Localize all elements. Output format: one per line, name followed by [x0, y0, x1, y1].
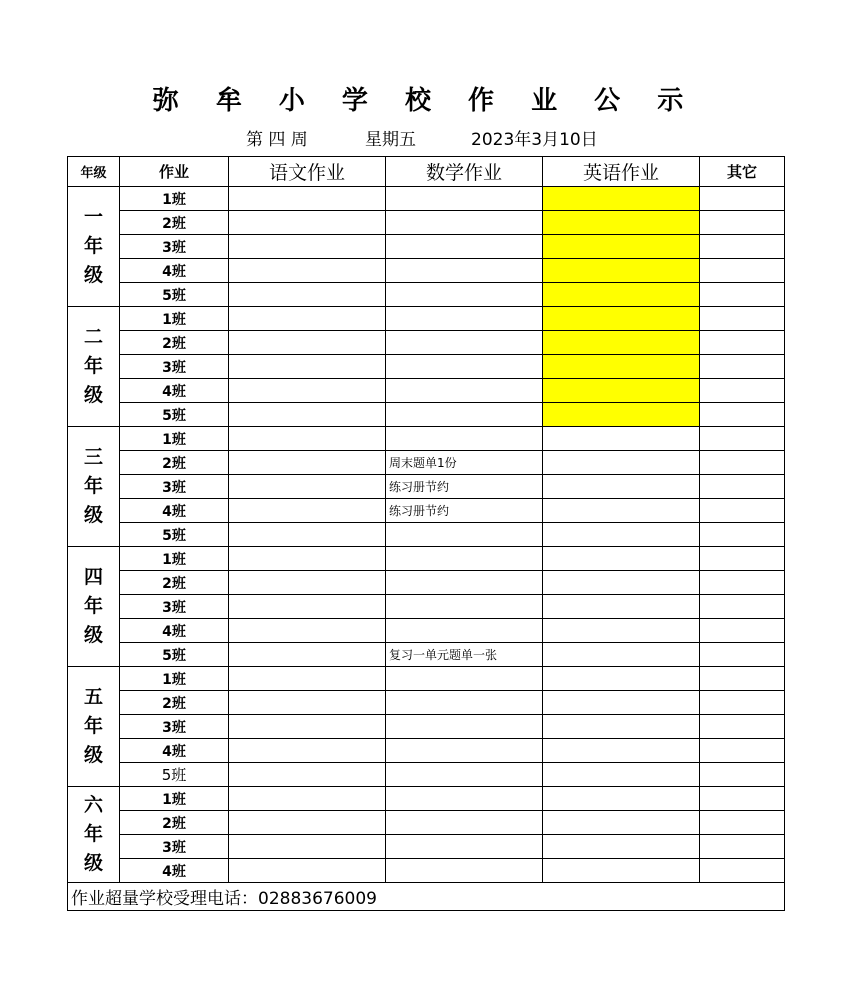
class-label: 5班 — [120, 523, 229, 547]
english-cell — [543, 499, 700, 523]
table-row — [68, 427, 785, 451]
math-cell — [386, 355, 543, 379]
chinese-cell — [229, 355, 386, 379]
table-row — [68, 715, 785, 739]
math-cell — [386, 403, 543, 427]
math-cell — [386, 187, 543, 211]
other-cell — [700, 859, 785, 883]
table-row — [68, 811, 785, 835]
homework-table — [67, 156, 785, 911]
grade-char: 级 — [83, 624, 103, 646]
grade-char: 五 — [83, 686, 103, 708]
math-cell — [386, 331, 543, 355]
math-cell: 练习册节约 — [386, 475, 543, 499]
other-cell — [700, 739, 785, 763]
english-cell — [543, 811, 700, 835]
date-label: 2023年3月10日 — [471, 130, 598, 150]
class-label: 2班 — [120, 691, 229, 715]
week-label: 第 四 周 — [246, 130, 308, 150]
math-cell: 练习册节约 — [386, 499, 543, 523]
class-label: 1班 — [120, 547, 229, 571]
complaint-hotline: 作业超量学校受理电话：02883676009 — [68, 883, 785, 911]
table-row — [68, 667, 785, 691]
table-row — [68, 283, 785, 307]
english-cell — [543, 379, 700, 403]
other-cell — [700, 595, 785, 619]
table-row — [68, 355, 785, 379]
english-cell — [543, 187, 700, 211]
table-row — [68, 499, 785, 523]
math-cell — [386, 763, 543, 787]
grade-char: 一 — [83, 206, 103, 228]
other-cell — [700, 427, 785, 451]
table-row — [68, 619, 785, 643]
grade-char: 六 — [83, 794, 103, 816]
math-cell — [386, 619, 543, 643]
math-cell — [386, 667, 543, 691]
table-row — [68, 331, 785, 355]
class-label: 2班 — [120, 451, 229, 475]
class-label: 3班 — [120, 595, 229, 619]
class-label: 1班 — [120, 667, 229, 691]
table-row — [68, 547, 785, 571]
other-cell — [700, 715, 785, 739]
other-cell — [700, 835, 785, 859]
english-cell — [543, 619, 700, 643]
english-cell — [543, 355, 700, 379]
math-cell — [386, 523, 543, 547]
class-label: 5班 — [120, 283, 229, 307]
table-row — [68, 835, 785, 859]
table-row — [68, 187, 785, 211]
math-cell — [386, 595, 543, 619]
english-cell — [543, 547, 700, 571]
footer-row — [68, 883, 785, 911]
english-cell — [543, 259, 700, 283]
class-label: 1班 — [120, 427, 229, 451]
chinese-cell — [229, 811, 386, 835]
grade-char: 年 — [83, 355, 103, 377]
class-label: 2班 — [120, 811, 229, 835]
math-cell — [386, 571, 543, 595]
grade-char: 四 — [83, 566, 103, 588]
math-cell — [386, 427, 543, 451]
table-row — [68, 763, 785, 787]
class-label: 2班 — [120, 571, 229, 595]
chinese-cell — [229, 235, 386, 259]
chinese-cell — [229, 787, 386, 811]
header-math: 数学作业 — [386, 157, 543, 187]
chinese-cell — [229, 691, 386, 715]
chinese-cell — [229, 403, 386, 427]
other-cell — [700, 331, 785, 355]
class-label: 4班 — [120, 739, 229, 763]
math-cell — [386, 283, 543, 307]
table-row — [68, 571, 785, 595]
table-row — [68, 739, 785, 763]
class-label: 3班 — [120, 835, 229, 859]
other-cell — [700, 499, 785, 523]
chinese-cell — [229, 499, 386, 523]
chinese-cell — [229, 619, 386, 643]
table-row — [68, 523, 785, 547]
table-row — [68, 259, 785, 283]
grade-char: 级 — [83, 744, 103, 766]
english-cell — [543, 859, 700, 883]
math-cell — [386, 835, 543, 859]
math-cell — [386, 379, 543, 403]
grade-label — [68, 787, 120, 883]
math-cell: 复习一单元题单一张 — [386, 643, 543, 667]
class-label: 3班 — [120, 235, 229, 259]
header-chinese: 语文作业 — [229, 157, 386, 187]
math-cell: 周末题单1份 — [386, 451, 543, 475]
chinese-cell — [229, 643, 386, 667]
class-label: 3班 — [120, 475, 229, 499]
english-cell — [543, 523, 700, 547]
chinese-cell — [229, 715, 386, 739]
grade-char: 年 — [83, 475, 103, 497]
class-label: 4班 — [120, 619, 229, 643]
chinese-cell — [229, 595, 386, 619]
class-label: 1班 — [120, 187, 229, 211]
other-cell — [700, 619, 785, 643]
math-cell — [386, 811, 543, 835]
other-cell — [700, 403, 785, 427]
chinese-cell — [229, 571, 386, 595]
class-label: 5班 — [120, 643, 229, 667]
grade-char: 级 — [83, 384, 103, 406]
header-homework: 作业 — [120, 157, 229, 187]
table-row — [68, 235, 785, 259]
english-cell — [543, 763, 700, 787]
class-label: 1班 — [120, 787, 229, 811]
grade-label — [68, 547, 120, 667]
math-cell — [386, 739, 543, 763]
grade-label — [68, 307, 120, 427]
other-cell — [700, 643, 785, 667]
chinese-cell — [229, 283, 386, 307]
other-cell — [700, 355, 785, 379]
class-label: 5班 — [120, 403, 229, 427]
table-row — [68, 451, 785, 475]
english-cell — [543, 235, 700, 259]
other-cell — [700, 475, 785, 499]
chinese-cell — [229, 307, 386, 331]
other-cell — [700, 379, 785, 403]
grade-char: 三 — [83, 446, 103, 468]
english-cell — [543, 427, 700, 451]
table-row — [68, 307, 785, 331]
other-cell — [700, 571, 785, 595]
chinese-cell — [229, 331, 386, 355]
english-cell — [543, 739, 700, 763]
table-row — [68, 403, 785, 427]
class-label: 3班 — [120, 715, 229, 739]
class-label: 1班 — [120, 307, 229, 331]
other-cell — [700, 547, 785, 571]
grade-char: 年 — [83, 715, 103, 737]
header-row — [68, 157, 785, 187]
math-cell — [386, 787, 543, 811]
chinese-cell — [229, 187, 386, 211]
english-cell — [543, 715, 700, 739]
english-cell — [543, 475, 700, 499]
english-cell — [543, 595, 700, 619]
class-label: 2班 — [120, 331, 229, 355]
chinese-cell — [229, 451, 386, 475]
weekday-label: 星期五 — [365, 130, 416, 150]
chinese-cell — [229, 739, 386, 763]
math-cell — [386, 259, 543, 283]
table-row — [68, 211, 785, 235]
table-row — [68, 691, 785, 715]
english-cell — [543, 283, 700, 307]
class-label: 4班 — [120, 859, 229, 883]
english-cell — [543, 691, 700, 715]
table-row — [68, 475, 785, 499]
grade-char: 级 — [83, 504, 103, 526]
english-cell — [543, 835, 700, 859]
grade-char: 年 — [83, 235, 103, 257]
other-cell — [700, 235, 785, 259]
other-cell — [700, 811, 785, 835]
table-row — [68, 379, 785, 403]
other-cell — [700, 307, 785, 331]
grade-char: 年 — [83, 595, 103, 617]
grade-char: 二 — [83, 326, 103, 348]
grade-label — [68, 427, 120, 547]
other-cell — [700, 283, 785, 307]
page-title: 弥 牟 小 学 校 作 业 公 示 — [152, 86, 698, 116]
other-cell — [700, 691, 785, 715]
table-row — [68, 859, 785, 883]
other-cell — [700, 259, 785, 283]
class-label: 4班 — [120, 499, 229, 523]
class-label: 3班 — [120, 355, 229, 379]
english-cell — [543, 787, 700, 811]
class-label: 5班 — [120, 763, 229, 787]
other-cell — [700, 187, 785, 211]
grade-label — [68, 187, 120, 307]
class-label: 4班 — [120, 379, 229, 403]
english-cell — [543, 643, 700, 667]
chinese-cell — [229, 835, 386, 859]
class-label: 4班 — [120, 259, 229, 283]
english-cell — [543, 307, 700, 331]
table-row — [68, 787, 785, 811]
header-grade: 年级 — [68, 157, 120, 187]
chinese-cell — [229, 523, 386, 547]
english-cell — [543, 331, 700, 355]
math-cell — [386, 859, 543, 883]
english-cell — [543, 571, 700, 595]
math-cell — [386, 547, 543, 571]
other-cell — [700, 523, 785, 547]
grade-char: 级 — [83, 852, 103, 874]
chinese-cell — [229, 211, 386, 235]
english-cell — [543, 403, 700, 427]
other-cell — [700, 211, 785, 235]
chinese-cell — [229, 763, 386, 787]
grade-char: 年 — [83, 823, 103, 845]
table-row — [68, 643, 785, 667]
table-row — [68, 595, 785, 619]
header-english: 英语作业 — [543, 157, 700, 187]
chinese-cell — [229, 667, 386, 691]
english-cell — [543, 667, 700, 691]
grade-label — [68, 667, 120, 787]
chinese-cell — [229, 859, 386, 883]
chinese-cell — [229, 427, 386, 451]
class-label: 2班 — [120, 211, 229, 235]
math-cell — [386, 235, 543, 259]
other-cell — [700, 667, 785, 691]
other-cell — [700, 763, 785, 787]
other-cell — [700, 787, 785, 811]
header-other: 其它 — [700, 157, 785, 187]
english-cell — [543, 211, 700, 235]
math-cell — [386, 715, 543, 739]
grade-char: 级 — [83, 264, 103, 286]
chinese-cell — [229, 259, 386, 283]
chinese-cell — [229, 475, 386, 499]
math-cell — [386, 307, 543, 331]
math-cell — [386, 691, 543, 715]
chinese-cell — [229, 547, 386, 571]
chinese-cell — [229, 379, 386, 403]
math-cell — [386, 211, 543, 235]
other-cell — [700, 451, 785, 475]
english-cell — [543, 451, 700, 475]
